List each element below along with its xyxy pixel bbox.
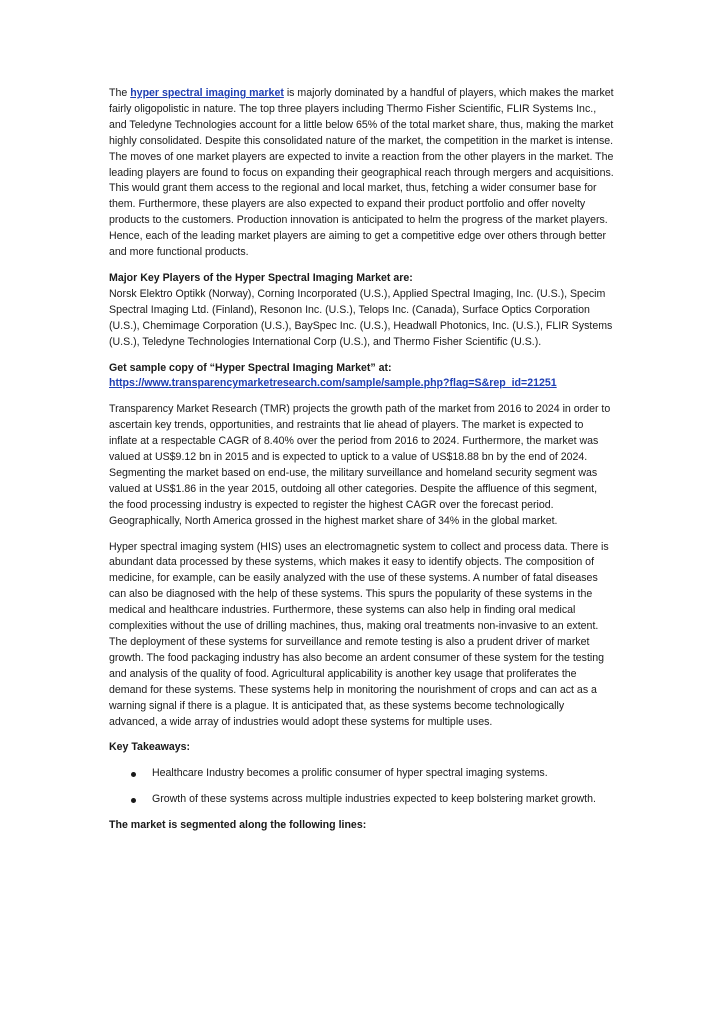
takeaways-list xyxy=(109,766,614,808)
list-item xyxy=(109,766,614,782)
takeaway-text: Healthcare Industry becomes a prolific consumer of hyper spectral imaging systems. xyxy=(152,767,548,780)
sample-block xyxy=(109,361,614,393)
intro-paragraph xyxy=(109,86,614,261)
list-item xyxy=(109,792,614,808)
segmentation-heading: The market is segmented along the following lines: xyxy=(109,819,367,832)
key-players-heading: Major Key Players of the Hyper Spectral Imaging Market are: xyxy=(109,271,413,284)
market-link[interactable]: hyper spectral imaging market xyxy=(130,87,284,99)
intro-prefix: The xyxy=(109,87,131,99)
key-players-list: Norsk Elektro Optikk (Norway), Corning Incorporated (U.S.), Applied Spectral Imaging, Inc. (U.S.), Specim Spectral Imaging Ltd. (Finland), Resonon Inc. (U.S.), Telops Inc. (Canada), Surface Optics Corporation (U.S.), Chemimage Corporation (U.S.), BaySpec Inc. (U.S.), Headwall Photonics, Inc. (U.S.), FLIR Systems (U.S.), Teledyne Technologies International Corp (U.S.), and Thermo Fisher Scientific (U.S.). xyxy=(109,287,613,348)
tmr-paragraph: Transparency Market Research (TMR) projects the growth path of the market from 2016 to 2024 in order to ascertain key trends, opportunities, and restraints that lie ahead of players. The market is expected to inflate at a respectable CAGR of 8.40% over the period from 2016 to 2024. Furthermore, the market was valued at US$9.12 bn in 2015 and is expected to uptick to a value of US$18.88 bn by the end of 2024. Segmenting the market based on end-use, the military surveillance and homeland security segment was valued at US$1.86 in the year 2015, outdoing all other categories. Despite the affluence of this segment, the food processing industry is expected to register the highest CAGR over the forecast period. Geographically, North America grossed in the highest market share of 34% in the global market. xyxy=(109,403,611,527)
his-paragraph: Hyper spectral imaging system (HIS) uses an electromagnetic system to collect and process data. There is abundant data processed by these systems, which makes it easy to identify objects. The composition of medicine, for example, can be easily analyzed with the use of these systems. A number of fatal diseases can also be diagnosed with the help of these systems. This spurs the popularity of these systems in the medical and healthcare industries. Furthermore, these systems can also help in finding oral medical complexities without the use of drilling machines, thus, making oral treatments non-invasive to an extent. The deployment of these systems for surveillance and remote testing is also a prudent driver of market growth. The food packaging industry has also become an ardent consumer of these system for the testing and analysis of the quality of food. Agricultural applicability is another key usage that proliferates the demand for these systems. These systems help in monitoring the nourishment of crops and can act as a warning signal if there is a plague. It is anticipated that, as these systems become technologically advanced, a wide array of industries would adopt these systems for multiple uses. xyxy=(109,540,609,728)
takeaways-heading: Key Takeaways: xyxy=(109,741,191,754)
key-players-block xyxy=(109,271,614,351)
sample-heading: Get sample copy of “Hyper Spectral Imaging Market” at: xyxy=(109,361,392,374)
bullet-icon xyxy=(131,798,136,803)
bullet-icon xyxy=(131,772,136,777)
intro-body: is majorly dominated by a handful of players, which makes the market fairly oligopolistic in nature. The top three players including Thermo Fisher Scientific, FLIR Systems Inc., and Teledyne Technologies account for a little below 65% of the total market share, thus, making the market highly consolidated. Despite this consolidated nature of the market, the competition in the market is intense. The moves of one market players are expected to invite a reaction from the other players in the market. The leading players are found to focus on expanding their geographical reach through mergers and acquisitions. This would grant them access to the regional and local market, thus, fetching a wider consumer base for them. Furthermore, these players are also expected to expand their product portfolio and offer novelty products to the customers. Production innovation is anticipated to helm the progress of the market players. Hence, each of the leading market players are aiming to get a competitive edge over others through better and more functional products. xyxy=(109,87,614,259)
document-page xyxy=(109,86,614,844)
sample-link[interactable]: https://www.transparencymarketresearch.com/sample/sample.php?flag=S&rep_id=21251 xyxy=(109,377,557,390)
takeaway-text: Growth of these systems across multiple industries expected to keep bolstering market growth. xyxy=(152,793,596,806)
